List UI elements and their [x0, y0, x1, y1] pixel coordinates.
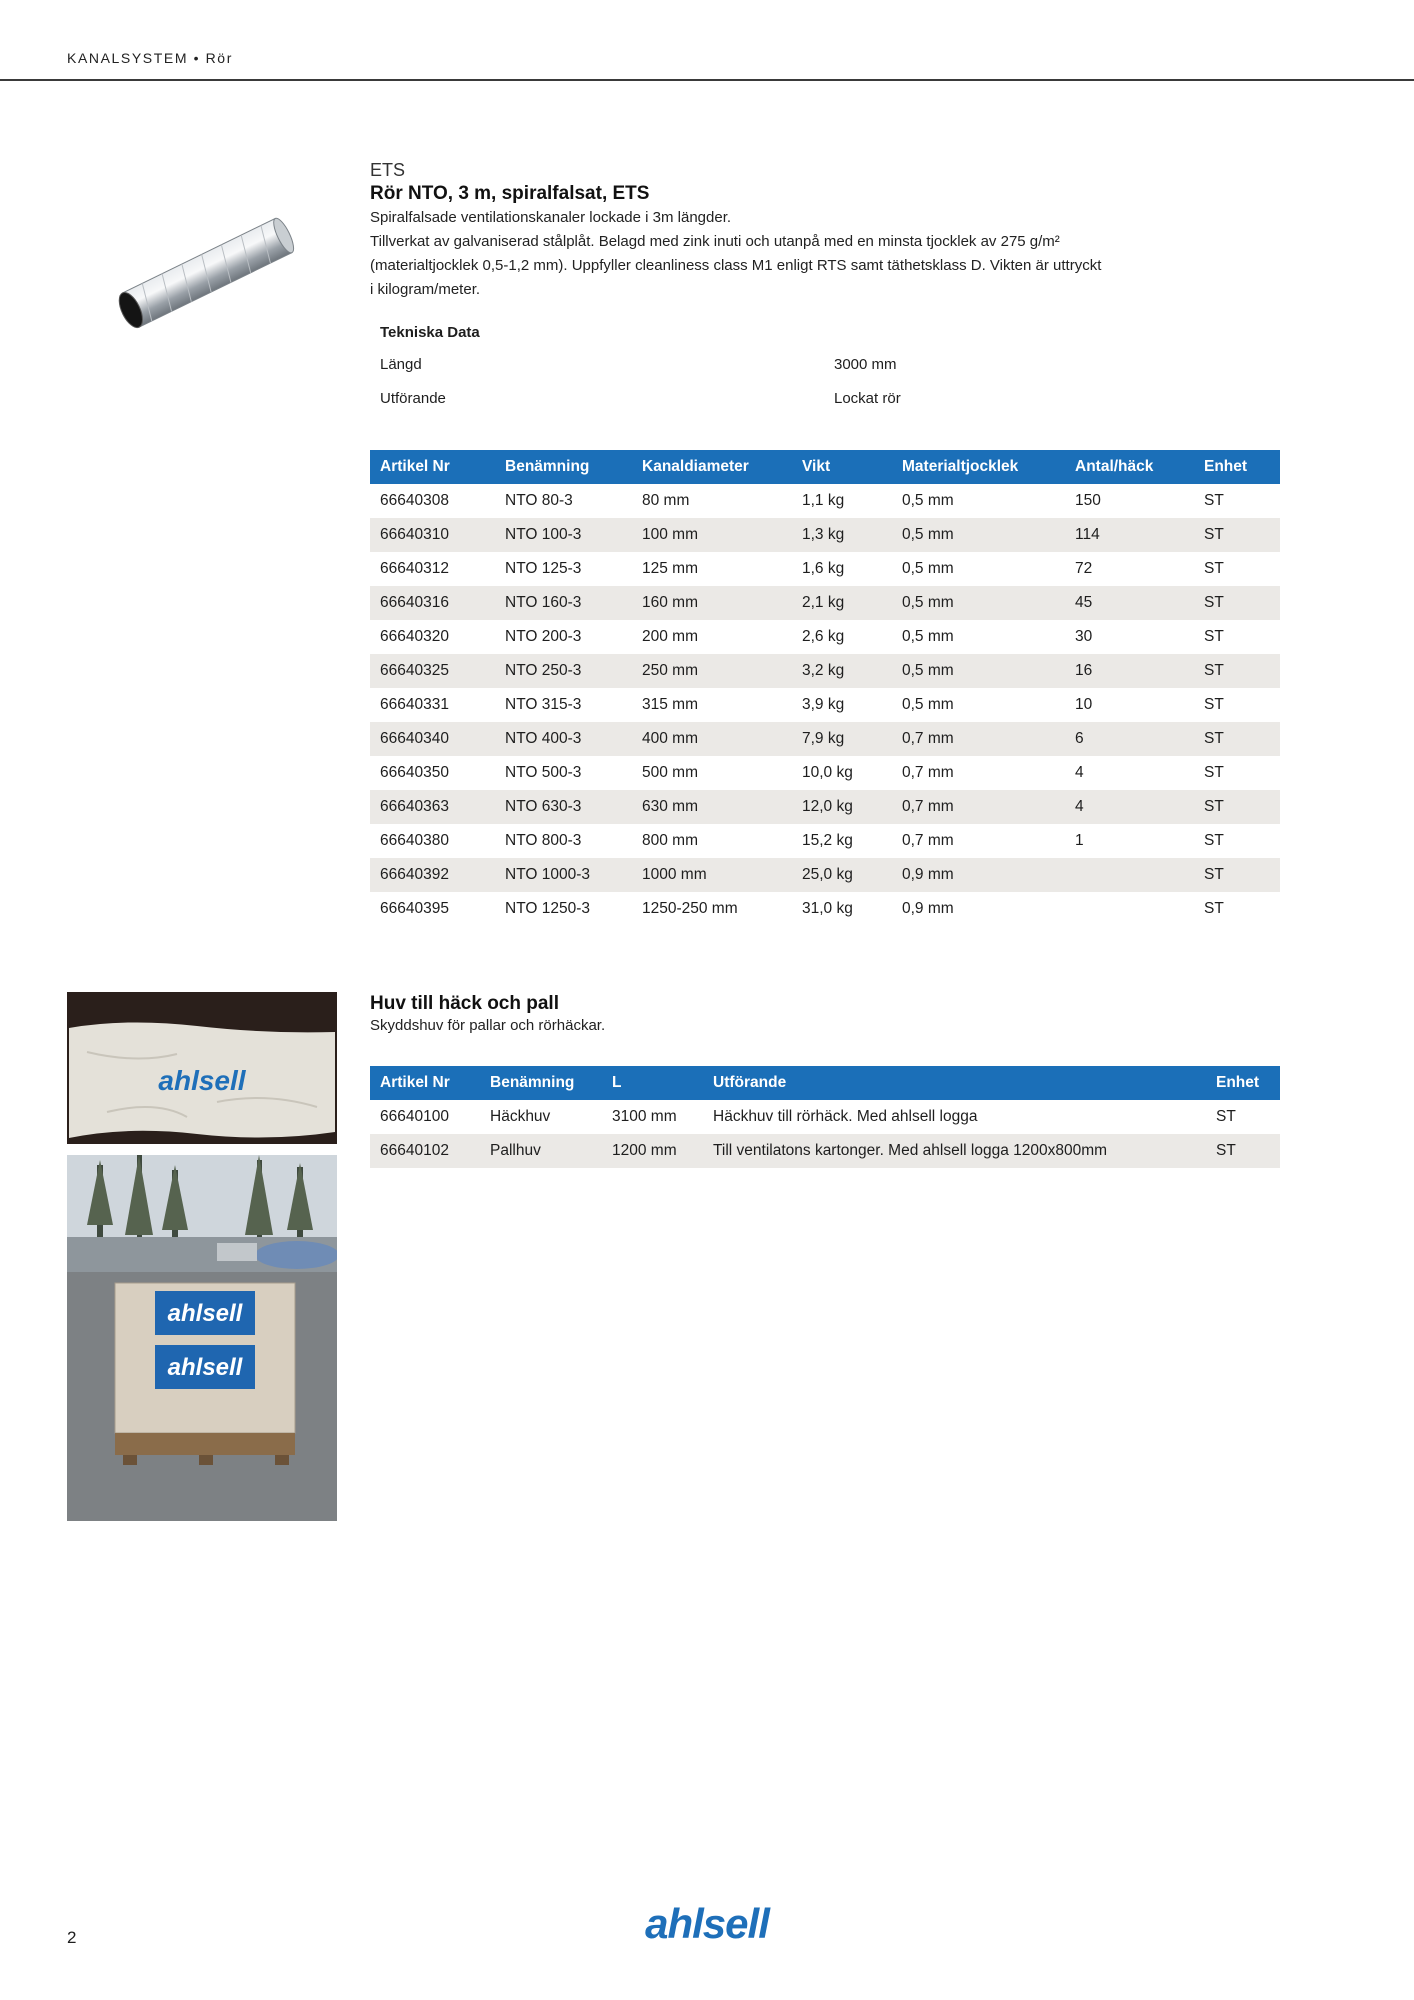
table-cell: 7,9 kg: [792, 722, 892, 756]
column-header-name: Benämning: [495, 450, 632, 484]
table-cell: 500 mm: [642, 764, 698, 781]
table-cell: 125 mm: [642, 560, 698, 577]
table-cell: 250 mm: [632, 654, 792, 688]
table-cell: 66640320: [380, 628, 449, 645]
table-cell: ST: [1204, 764, 1224, 781]
table-cell: NTO 125-3: [505, 560, 582, 577]
brand-label: ETS: [370, 160, 406, 180]
column-header-article: Artikel Nr: [370, 1066, 480, 1100]
table-cell: 2,6 kg: [802, 628, 845, 645]
table-cell: ST: [1204, 832, 1224, 849]
table-cell: ST: [1204, 560, 1224, 577]
table-cell: 0,5 mm: [902, 492, 954, 509]
table-header-row: [370, 1066, 1280, 1100]
table-cell: 0,5 mm: [902, 628, 954, 645]
technical-data-key: Längd: [380, 356, 422, 373]
table-cell: 800 mm: [642, 832, 698, 849]
table-cell: 150: [1075, 492, 1101, 509]
table-header-row: [370, 450, 1280, 484]
table-row: [370, 654, 1280, 688]
table-cell: NTO 500-3: [505, 764, 582, 781]
description-line: i kilogram/meter.: [370, 281, 481, 298]
table-cell: 4: [1075, 764, 1084, 781]
column-header-article: Artikel Nr: [370, 450, 495, 484]
duct-article-table: [370, 450, 1280, 926]
table-cell: 25,0 kg: [792, 858, 892, 892]
table-cell: 200 mm: [642, 628, 698, 645]
table-cell: 0,5 mm: [902, 696, 954, 713]
table-cell: 0,7 mm: [892, 790, 1065, 824]
pallet-hood-photo: [67, 1155, 337, 1521]
column-header-weight: Vikt: [792, 450, 892, 484]
table-cell: 10: [1075, 696, 1093, 713]
table-cell: 66640392: [370, 858, 495, 892]
table-cell: NTO 315-3: [505, 696, 582, 713]
table-cell: 0,9 mm: [902, 900, 954, 917]
table-cell: ST: [1194, 858, 1280, 892]
technical-data-value: 3000 mm: [834, 356, 897, 373]
table-cell: [1065, 892, 1194, 926]
table-cell: NTO 100-3: [495, 518, 632, 552]
table-row: [370, 518, 1280, 552]
table-row: [370, 484, 1280, 518]
hood-intro: [370, 992, 1280, 1036]
table-cell: 114: [1065, 518, 1194, 552]
hood-article-table: [370, 1066, 1280, 1168]
table-cell: ST: [1206, 1134, 1280, 1168]
table-row: [370, 824, 1280, 858]
column-header-thickness: Materialtjocklek: [892, 450, 1065, 484]
table-cell: ST: [1194, 518, 1280, 552]
table-cell: ST: [1216, 1108, 1236, 1125]
table-cell: 0,7 mm: [892, 722, 1065, 756]
table-cell: 10,0 kg: [802, 764, 853, 781]
technical-data-key: Utförande: [380, 390, 446, 407]
table-cell: NTO 160-3: [495, 586, 632, 620]
hood-subtitle: Skyddshuv för pallar och rörhäckar.: [370, 1017, 606, 1034]
description-line: Spiralfalsade ventilationskanaler lockade i 3m längder.: [370, 209, 732, 226]
table-cell: 3100 mm: [612, 1108, 677, 1125]
table-row: [370, 892, 1280, 926]
column-header-name: Benämning: [480, 1066, 602, 1100]
running-header: [67, 50, 233, 66]
table-cell: 1000 mm: [632, 858, 792, 892]
column-header-design: Utförande: [703, 1066, 1206, 1100]
table-cell: Häckhuv: [490, 1108, 551, 1125]
pallet-logo-text: ahlsell: [167, 1300, 243, 1327]
table-cell: 3,2 kg: [792, 654, 892, 688]
table-cell: 0,5 mm: [892, 654, 1065, 688]
column-header-quantity: Antal/häck: [1065, 450, 1194, 484]
table-cell: 630 mm: [632, 790, 792, 824]
product-title: Rör NTO, 3 m, spiralfalsat, ETS: [370, 183, 650, 204]
page-number: 2: [67, 1928, 77, 1947]
table-cell: NTO 800-3: [505, 832, 582, 849]
table-row: [370, 858, 1280, 892]
table-cell: 66640310: [370, 518, 495, 552]
table-cell: 1250-250 mm: [642, 900, 738, 917]
table-cell: 72: [1075, 560, 1093, 577]
header-divider: [0, 79, 1414, 81]
table-cell: 66640316: [370, 586, 495, 620]
rack-hood-photo: [67, 992, 337, 1144]
table-cell: ST: [1194, 586, 1280, 620]
table-cell: NTO 630-3: [495, 790, 632, 824]
spiral-duct-image: [105, 210, 305, 340]
table-cell: 66640380: [380, 832, 449, 849]
description-line: (materialtjocklek 0,5-1,2 mm). Uppfyller cleanliness class M1 enligt RTS samt täthetsklass D. Vikten är uttryckt: [370, 257, 1102, 274]
table-cell: 0,7 mm: [902, 832, 954, 849]
table-cell: ST: [1194, 790, 1280, 824]
table-cell: 66640102: [370, 1134, 480, 1168]
table-cell: 4: [1065, 790, 1194, 824]
table-row: [370, 1100, 1280, 1134]
table-cell: 0,5 mm: [892, 586, 1065, 620]
column-header-unit: Enhet: [1194, 450, 1280, 484]
table-cell: NTO 80-3: [505, 492, 573, 509]
table-cell: ST: [1204, 492, 1224, 509]
table-cell: 0,7 mm: [902, 764, 954, 781]
table-cell: Till ventilatons kartonger. Med ahlsell logga 1200x800mm: [703, 1134, 1206, 1168]
footer-logo-text: ahlsell: [645, 1900, 769, 1947]
table-cell: 315 mm: [642, 696, 698, 713]
table-cell: 66640312: [380, 560, 449, 577]
table-cell: ST: [1204, 900, 1224, 917]
table-cell: ST: [1204, 696, 1224, 713]
table-cell: ST: [1194, 722, 1280, 756]
table-cell: 66640395: [380, 900, 449, 917]
table-cell: 80 mm: [642, 492, 690, 509]
table-cell: 0,5 mm: [892, 518, 1065, 552]
table-cell: 1,1 kg: [802, 492, 845, 509]
table-cell: 400 mm: [632, 722, 792, 756]
table-cell: 1,6 kg: [802, 560, 845, 577]
table-cell: 15,2 kg: [802, 832, 853, 849]
table-cell: 66640331: [380, 696, 449, 713]
table-cell: 66640340: [370, 722, 495, 756]
table-cell: 66640325: [370, 654, 495, 688]
table-row: [370, 620, 1280, 654]
table-row: [370, 722, 1280, 756]
technical-data-row: [370, 348, 1280, 382]
table-cell: 3,9 kg: [802, 696, 845, 713]
table-cell: Häckhuv till rörhäck. Med ahlsell logga: [713, 1108, 978, 1125]
table-cell: 0,5 mm: [902, 560, 954, 577]
table-cell: 1200 mm: [602, 1134, 703, 1168]
table-cell: ST: [1194, 654, 1280, 688]
table-cell: 160 mm: [632, 586, 792, 620]
table-cell: 66640308: [380, 492, 449, 509]
table-cell: 1,3 kg: [792, 518, 892, 552]
technical-data-value: Lockat rör: [834, 390, 901, 407]
table-cell: 16: [1065, 654, 1194, 688]
technical-data: [370, 318, 1280, 416]
pallet-logo-text: ahlsell: [167, 1354, 243, 1381]
table-cell: NTO 400-3: [495, 722, 632, 756]
table-cell: 1: [1075, 832, 1084, 849]
table-cell: 6: [1065, 722, 1194, 756]
cover-logo-text: ahlsell: [158, 1065, 246, 1096]
table-row: [370, 586, 1280, 620]
table-cell: 45: [1065, 586, 1194, 620]
table-cell: 31,0 kg: [802, 900, 853, 917]
table-cell: [1065, 858, 1194, 892]
product-intro: [370, 158, 1280, 302]
table-row: [370, 552, 1280, 586]
technical-data-title: Tekniska Data: [380, 324, 480, 341]
table-cell: NTO 1000-3: [495, 858, 632, 892]
table-row: [370, 756, 1280, 790]
table-row: [370, 1134, 1280, 1168]
table-cell: 0,9 mm: [892, 858, 1065, 892]
table-cell: 30: [1075, 628, 1093, 645]
header-subsection: Rör: [205, 50, 233, 66]
table-cell: 12,0 kg: [792, 790, 892, 824]
column-header-length: L: [602, 1066, 703, 1100]
table-cell: 66640363: [370, 790, 495, 824]
ahlsell-logo: [634, 1900, 780, 1950]
table-cell: 100 mm: [632, 518, 792, 552]
header-section: KANALSYSTEM: [67, 50, 189, 66]
hood-title: Huv till häck och pall: [370, 993, 559, 1014]
table-cell: 66640350: [380, 764, 449, 781]
table-cell: NTO 250-3: [495, 654, 632, 688]
table-row: [370, 790, 1280, 824]
header-separator: •: [193, 50, 201, 66]
table-cell: NTO 200-3: [505, 628, 582, 645]
table-cell: 66640100: [380, 1108, 449, 1125]
table-cell: 2,1 kg: [792, 586, 892, 620]
column-header-unit: Enhet: [1206, 1066, 1280, 1100]
table-cell: NTO 1250-3: [505, 900, 591, 917]
description-line: Tillverkat av galvaniserad stålplåt. Belagd med zink inuti och utanpå med en minsta tjocklek av 275 g/m²: [370, 233, 1060, 250]
table-row: [370, 688, 1280, 722]
technical-data-row: [370, 382, 1280, 416]
table-cell: Pallhuv: [480, 1134, 602, 1168]
table-cell: ST: [1204, 628, 1224, 645]
column-header-diameter: Kanaldiameter: [632, 450, 792, 484]
